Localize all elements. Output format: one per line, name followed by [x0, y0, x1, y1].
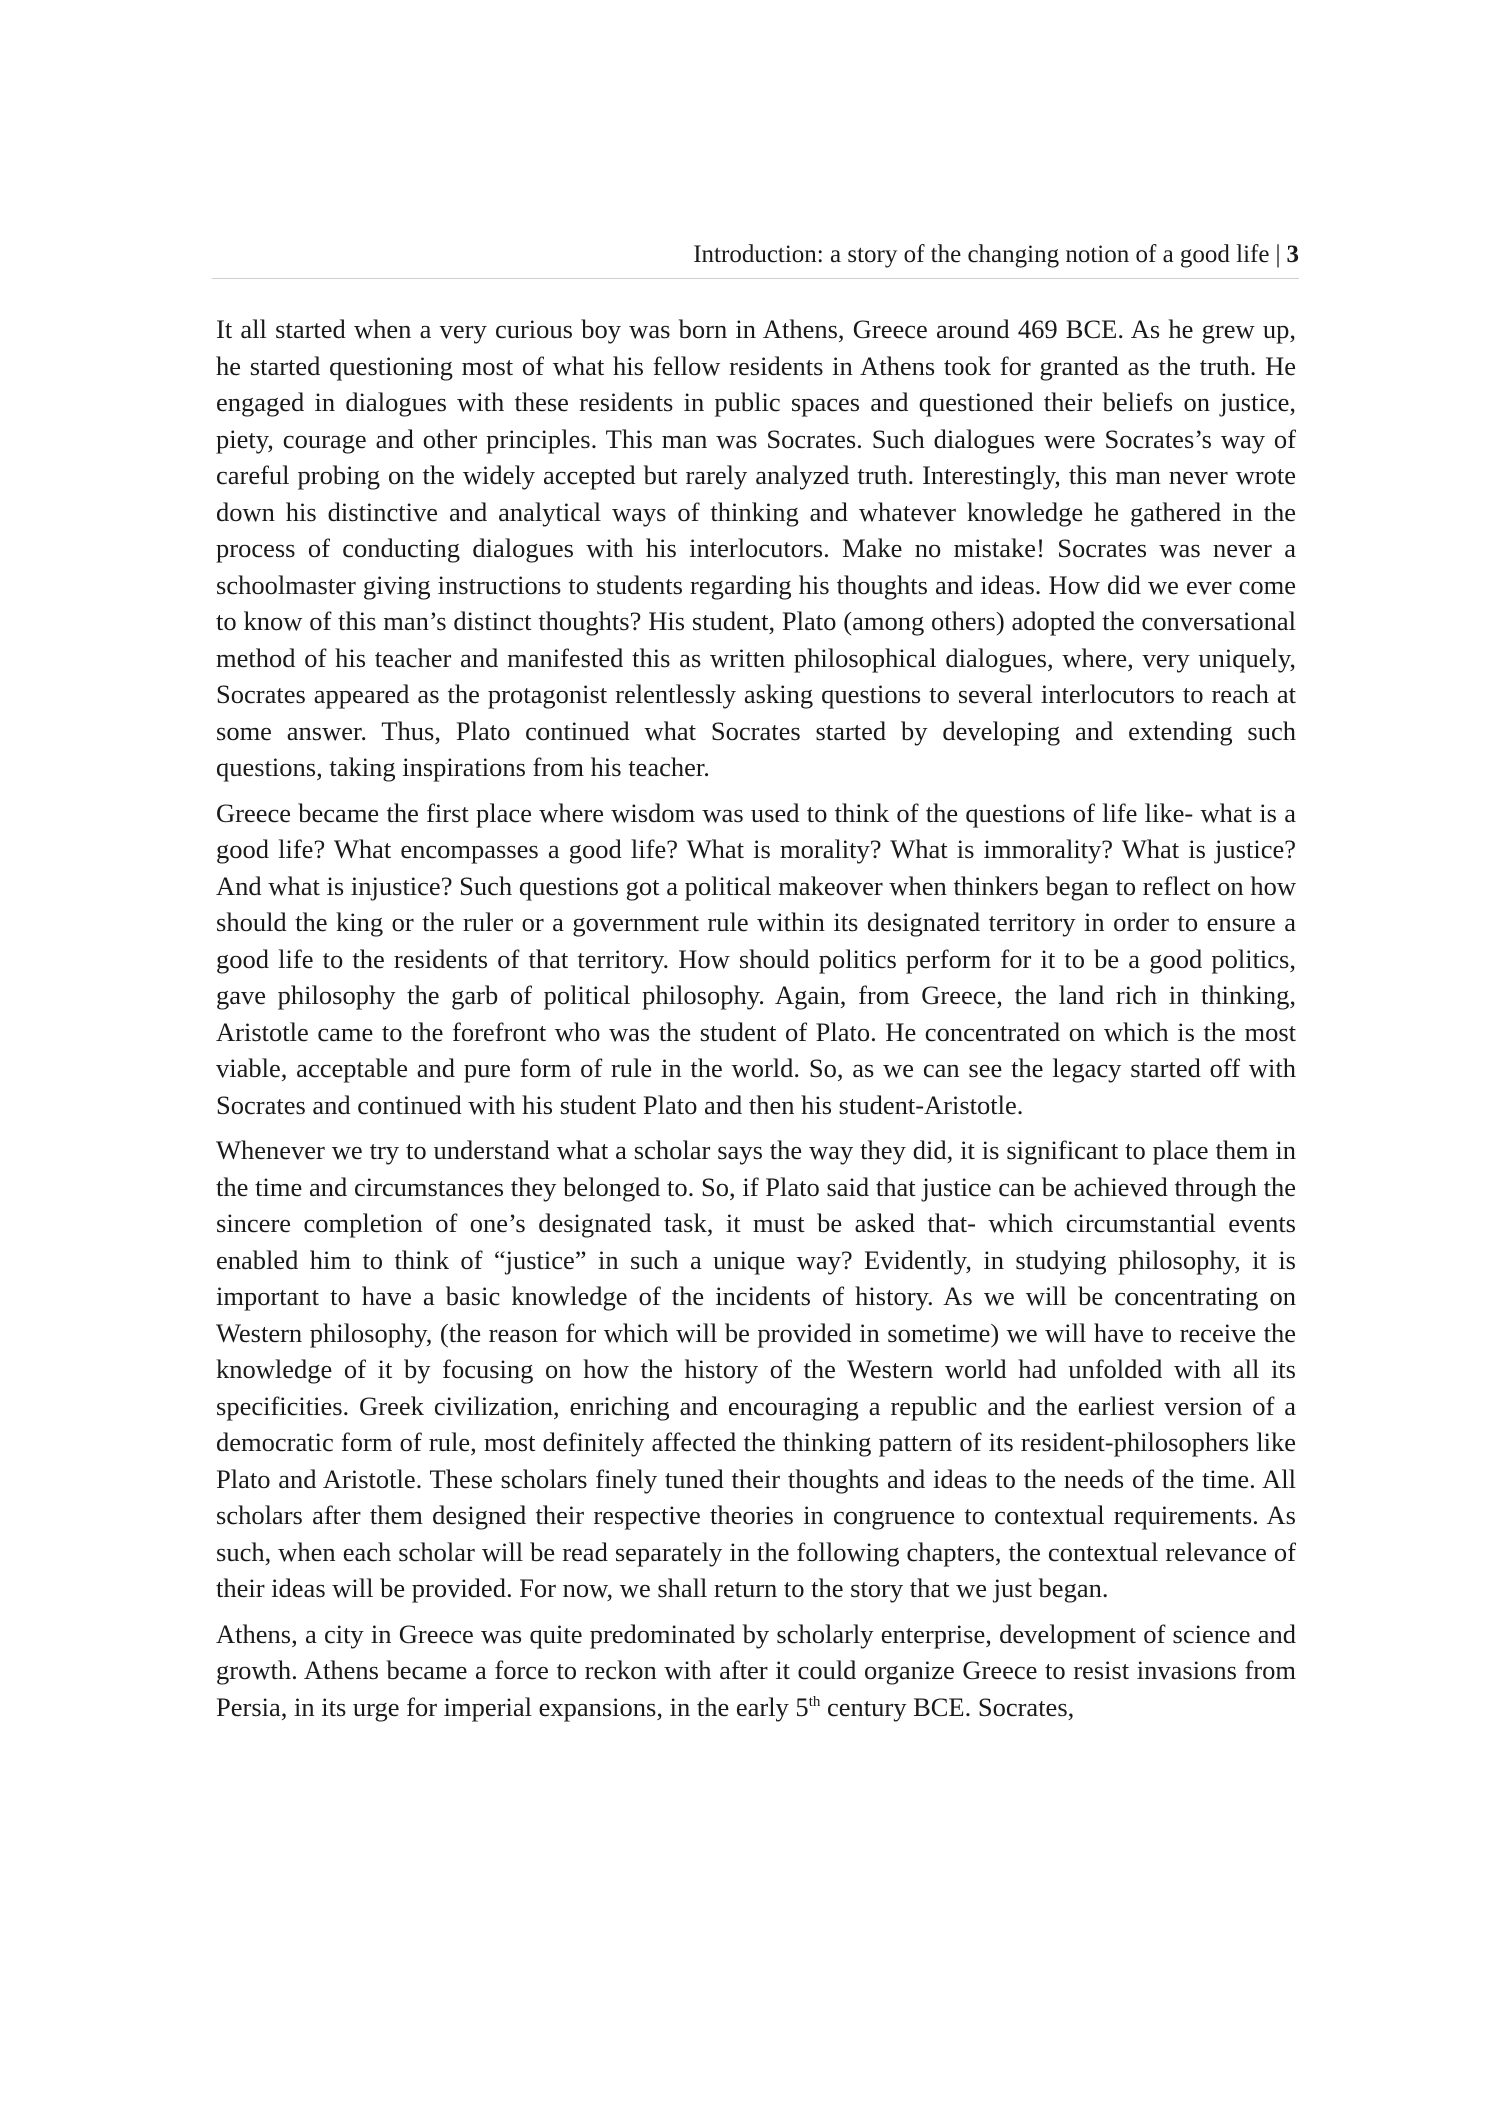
- page-number: 3: [1286, 241, 1299, 268]
- paragraph-context: Whenever we try to understand what a scholar says the way they did, it is significant to place them in the time and circumstances they belonged to. So, if Plato said that justice can be achieved through the sincere completion of one’s designated task, it must be asked that- which circumstantial events enabled him to think of “justice” in such a unique way? Evidently, in studying philosophy, it is important to have a basic knowledge of the incidents of history. As we will be concentrating on Western philosophy, (the reason for which will be provided in sometime) we will have to receive the knowledge of it by focusing on how the history of the Western world had unfolded with all its specificities. Greek civilization, enriching and encouraging a republic and the earliest version of a democratic form of rule, most definitely affected the thinking pattern of its resident-philosophers like Plato and Aristotle. These scholars finely tuned their thoughts and ideas to the needs of the time. All scholars after them designed their respective theories in congruence to contextual requirements. As such, when each scholar will be read separately in the following chapters, the contextual relevance of their ideas will be provided. For now, we shall return to the story that we just began.: [216, 1135, 1296, 1603]
- running-header: [212, 238, 1299, 279]
- athens-text-end: century BCE. Socrates,: [820, 1691, 1075, 1722]
- paragraph-socrates: It all started when a very curious boy was born in Athens, Greece around 469 BCE. As he grew up, he started questioning most of what his fellow residents in Athens took for granted as the truth. He engaged in dialogues with these residents in public spaces and questioned their beliefs on justice, piety, courage and other principles. This man was Socrates. Such dialogues were Socrates’s way of careful probing on the widely accepted but rarely analyzed truth. Interestingly, this man never wrote down his distinctive and analytical ways of thinking and whatever knowledge he gathered in the process of conducting dialogues with his interlocutors. Make no mistake! Socrates was never a schoolmaster giving instructions to students regarding his thoughts and ideas. How did we ever come to know of this man’s distinct thoughts? His student, Plato (among others) adopted the conversational method of his teacher and manifested this as written philosophical dialogues, where, very uniquely, Socrates appeared as the protagonist relentlessly asking questions to several interlocutors to reach at some answer. Thus, Plato continued what Socrates started by developing and extending such questions, taking inspirations from his teacher.: [216, 314, 1296, 782]
- ordinal-superscript: th: [808, 1693, 821, 1710]
- chapter-title: Introduction: a story of the changing notion of a good life: [693, 241, 1270, 268]
- header-separator: |: [1275, 241, 1281, 268]
- athens-text-start: Athens, a city in Greece was quite predominated by scholarly enterprise, development of science and growth. Athens became a force to reckon with after it could organize Greece to resist invasions from Persia, in its urge for imperial expansions, in the early 5: [216, 1618, 1296, 1722]
- body-text: [216, 311, 1296, 1734]
- paragraph-athens: [216, 1616, 1296, 1726]
- paragraph-greece: Greece became the first place where wisdom was used to think of the questions of life like- what is a good life? What encompasses a good life? What is morality? What is immorality? What is justice? And what is injustice? Such questions got a political makeover when thinkers began to reflect on how should the king or the ruler or a government rule within its designated territory in order to ensure a good life to the residents of that territory. How should politics perform for it to be a good politics, gave philosophy the garb of political philosophy. Again, from Greece, the land rich in thinking, Aristotle came to the forefront who was the student of Plato. He concentrated on which is the most viable, acceptable and pure form of rule in the world. So, as we can see the legacy started off with Socrates and continued with his student Plato and then his student-Aristotle.: [216, 797, 1296, 1120]
